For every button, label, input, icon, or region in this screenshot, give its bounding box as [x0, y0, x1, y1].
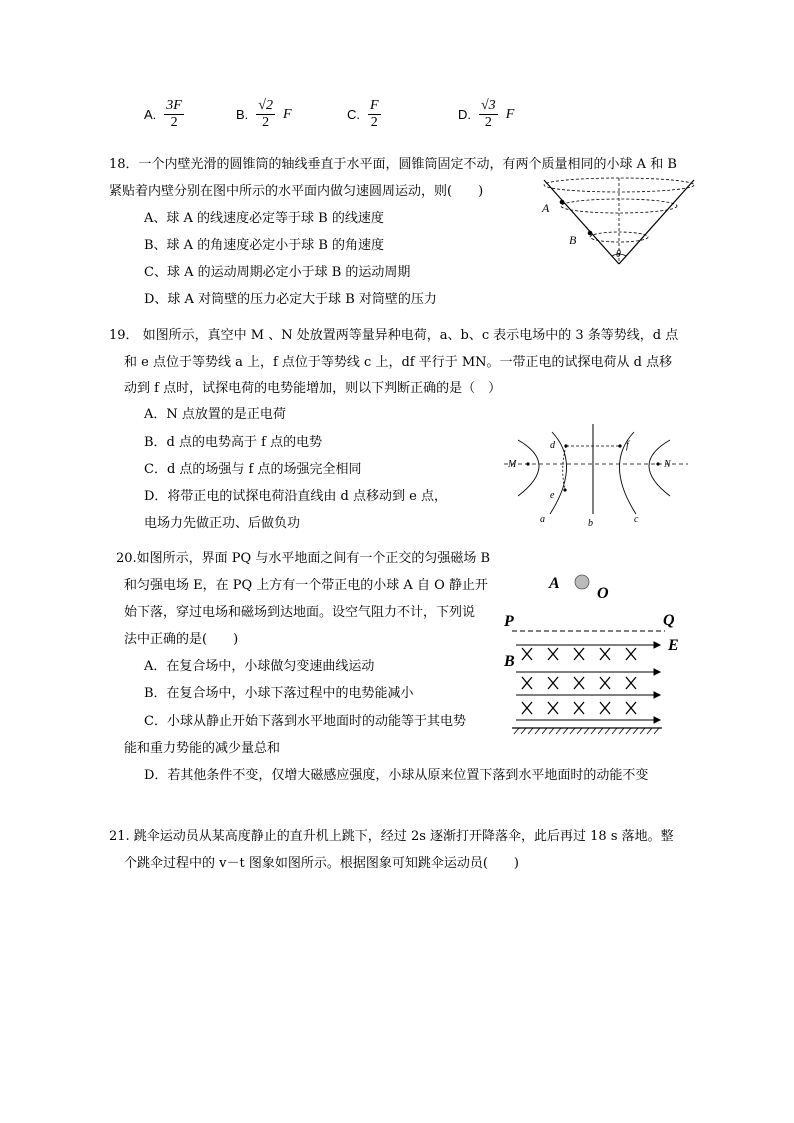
- label-a-line: a: [540, 514, 545, 525]
- label-b-line: b: [588, 518, 593, 529]
- q17-option-b: B. $\frac{√2}{2}$ F: [236, 98, 292, 130]
- label-m: M: [508, 459, 517, 470]
- q17-option-d: D. $\frac{√3}{2}$ F: [458, 98, 515, 130]
- q20-option-a: A．在复合场中，小球做匀变速曲线运动: [144, 659, 375, 674]
- label-f: f: [626, 440, 629, 451]
- q17-option-a-fraction: $\frac{3F}{2}$: [166, 98, 182, 130]
- q20-option-c-cont: 能和重力势能的减少量总和: [124, 741, 281, 756]
- q17-option-a: A. $\frac{3F}{2}$: [144, 98, 182, 130]
- label-theta: θ: [616, 249, 621, 260]
- q19-stem-line2: 和 e 点位于等势线 a 上，f 点位于等势线 c 上，df 平行于 MN。一带正电的试探电荷从 d 点移: [124, 355, 673, 370]
- label-q: Q: [663, 612, 675, 629]
- label-d: d: [550, 440, 555, 451]
- label-e: E: [668, 637, 679, 654]
- q17-option-c-fraction: $\frac{F}{2}$: [370, 98, 379, 130]
- q17-option-c: C. $\frac{F}{2}$: [347, 98, 379, 130]
- label-p: P: [504, 613, 514, 630]
- q18-option-b: B、球 A 的角速度必定小于球 B 的角速度: [144, 238, 385, 253]
- q20-option-d: D．若其他条件不变，仅增大磁感应强度，小球从原来位置下落到水平地面时的动能不变: [144, 768, 649, 783]
- label-e: e: [550, 490, 555, 501]
- q18-option-a: A、球 A 的线速度必定等于球 B 的线速度: [144, 211, 384, 226]
- q19-stem-line1: 19． 如图所示，真空中 M 、N 处放置两等量异种电荷，a、b、c 表示电场中的 3 条等势线，d 点: [109, 328, 679, 343]
- q18-stem-line1: 18．一个内壁光滑的圆锥筒的轴线垂直于水平面，圆锥筒固定不动，有两个质量相同的小球 A 和 B: [109, 157, 677, 172]
- ball-b: [588, 231, 593, 236]
- q17-option-b-fraction: $\frac{√2}{2}$: [258, 98, 273, 130]
- q19-option-c: C．d 点的场强与 f 点的场强完全相同: [144, 462, 362, 477]
- q20-stem-line2: 和匀强电场 E，在 PQ 上方有一个带正电的小球 A 自 O 静止开: [124, 578, 488, 593]
- q20-stem-line3: 始下落，穿过电场和磁场到达地面。设空气阻力不计，下列说: [124, 605, 476, 620]
- label-c-line: c: [634, 514, 639, 525]
- cone-diagram: [530, 176, 710, 272]
- equipotential-diagram: [500, 418, 700, 530]
- q20-stem-line4: 法中正确的是( ): [124, 632, 239, 647]
- q20-option-c: C．小球从静止开始下落到水平地面时的动能等于其电势: [144, 714, 466, 729]
- q17-option-d-fraction: $\frac{√3}{2}$: [481, 98, 496, 130]
- field-diagram: [500, 568, 690, 738]
- label-a: A: [549, 575, 560, 592]
- q20-stem-line1: 20.如图所示，界面 PQ 与水平地面之间有一个正交的匀强磁场 B: [116, 551, 491, 566]
- q19-option-d-cont: 电场力先做正功、后做负功: [144, 516, 301, 531]
- ball-a: [575, 575, 589, 589]
- label-n: N: [664, 459, 671, 470]
- q19-stem-line3: 动到 f 点时，试探电荷的电势能增加，则以下判断正确的是（ ）: [124, 381, 502, 396]
- q19-option-a: A．N 点放置的是正电荷: [144, 407, 286, 422]
- q21-stem-line1: 21. 跳伞运动员从某高度静止的直升机上跳下，经过 2s 逐渐打开降落伞，此后再过 18 s 落地。整: [109, 829, 674, 844]
- label-b: B: [569, 233, 577, 247]
- label-b: B: [504, 653, 515, 670]
- q21-stem-line2: 个跳伞过程中的 v－t 图象如图所示。根据图象可知跳伞运动员( ): [124, 856, 519, 871]
- label-a: A: [542, 201, 550, 215]
- label-o: O: [597, 585, 609, 602]
- q18-stem-line2: 紧贴着内壁分别在图中所示的水平面内做匀速圆周运动，则( ): [109, 184, 484, 199]
- q19-option-b: B．d 点的电势高于 f 点的电势: [144, 435, 323, 450]
- ball-a: [560, 200, 565, 205]
- q20-option-b: B．在复合场中，小球下落过程中的电势能减小: [144, 686, 414, 701]
- q18-option-d: D、球 A 对筒壁的压力必定大于球 B 对筒壁的压力: [144, 292, 437, 307]
- q19-option-d: D．将带正电的试探电荷沿直线由 d 点移动到 e 点，: [144, 489, 447, 504]
- q18-option-c: C、球 A 的运动周期必定小于球 B 的运动周期: [144, 265, 411, 280]
